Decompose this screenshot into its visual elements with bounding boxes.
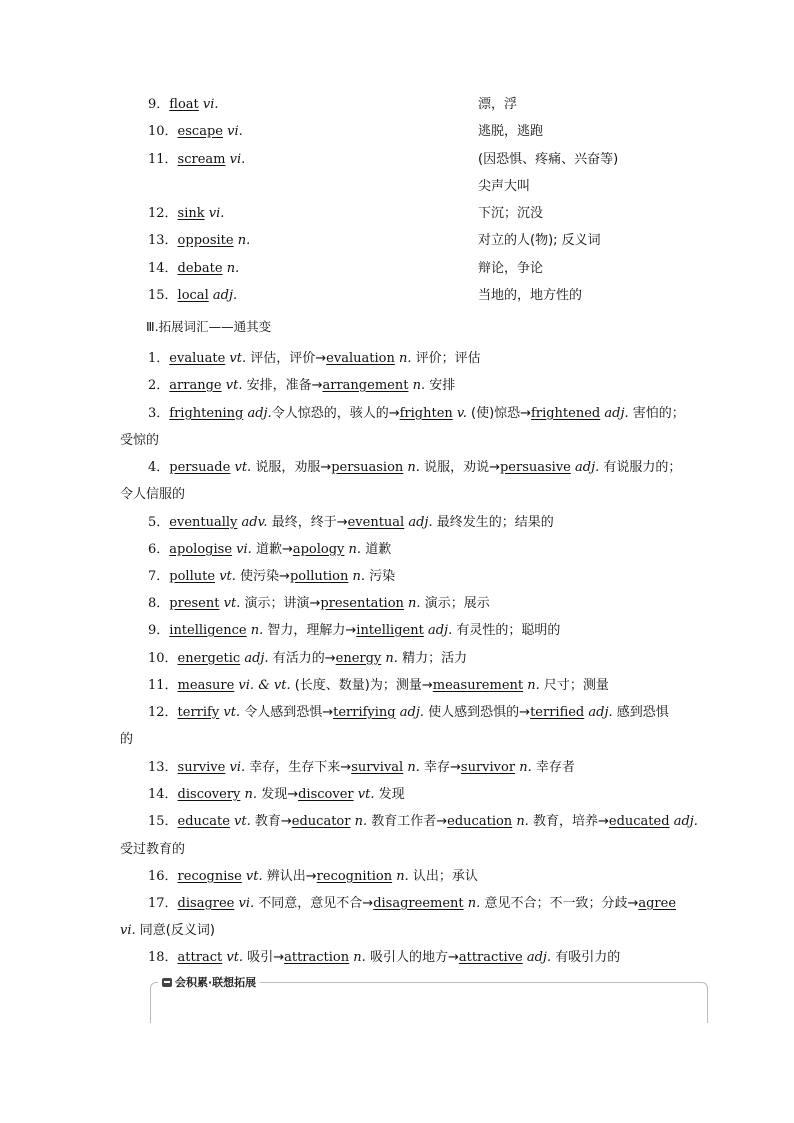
meaning-text: 同意(反义词) [139,923,215,938]
vocab-word: persuade [169,460,231,475]
part-of-speech: vt. [219,569,236,584]
vocab-meaning: 逃脱，逃跑 [478,124,544,139]
expand-item [148,569,395,585]
vocab-item [148,288,237,304]
item-number: 5． [148,515,170,530]
vocab-meaning: 下沉；沉没 [478,206,544,221]
meaning-text: 发现 [378,787,405,802]
meaning-text: 吸引人的地方→ [369,950,459,965]
meaning-text: 感到恐惧 [616,705,669,720]
expand-item [148,351,481,367]
expand-item [148,814,698,830]
vocab-word: apology [292,542,345,557]
vocab-word: pollution [289,569,349,584]
vocab-word: opposite [177,233,234,248]
item-number: 11． [148,678,178,693]
vocab-word: apologise [169,542,233,557]
part-of-speech: n. [396,869,409,884]
part-of-speech: n. [527,678,540,693]
meaning-text: 有说服力的； [603,460,682,475]
meaning-text: 有吸引力的 [555,950,621,965]
part-of-speech: n. [407,760,420,775]
part-of-speech: adj. [673,814,698,829]
item-number: 4． [148,460,170,475]
item-number: 9． [148,623,170,638]
item-number: 18． [148,950,178,965]
vocab-word: recognise [177,869,242,884]
note-icon [162,978,172,987]
part-of-speech: n. [352,569,366,584]
item-number: 13． [148,233,178,248]
part-of-speech: vt. [245,869,263,884]
expand-item [148,787,405,803]
vocab-word: educator [291,814,351,829]
meaning-text: 教育→ [254,814,292,829]
meaning-text: 精力；活力 [402,651,468,666]
vocab-word: measure [177,678,235,693]
meaning-text: 令人惊恐的，骇人的→ [271,406,400,421]
item-number: 9． [148,97,170,112]
vocab-word: education [447,814,513,829]
meaning-text: 幸存者 [535,760,575,775]
vocab-word: presentation [320,596,404,611]
vocab-word: arrangement [322,378,409,393]
vocab-word: persuasion [331,460,404,475]
item-number: 6． [148,542,170,557]
meaning-text: 智力，理解力→ [267,623,357,638]
vocab-item [148,152,245,168]
vocab-word: present [169,596,220,611]
item-number: 1． [148,351,170,366]
part-of-speech: vi. [208,206,225,221]
vocab-word: survivor [460,760,516,775]
section-heading: Ⅲ.拓展词汇——通其变 [146,319,272,334]
part-of-speech: adj. [526,950,552,965]
vocab-word: recognition [316,869,393,884]
vocab-word: terrify [177,705,220,720]
meaning-text: 认出；承认 [412,869,478,884]
part-of-speech: adj. [427,623,453,638]
meaning-text: 污染 [369,569,396,584]
part-of-speech: n. [467,896,481,911]
meaning-text: 最终，终于→ [271,515,348,530]
expand-item-cont: 令人信服的 [120,487,186,502]
item-number: 8． [148,596,170,611]
expand-item [148,651,467,667]
expand-item-cont: 的 [120,732,134,747]
part-of-speech: adj. [588,705,613,720]
vocab-word: survive [177,760,226,775]
expand-item [148,950,620,966]
meaning-text: 吸引→ [247,950,285,965]
part-of-speech: vt. [234,814,251,829]
part-of-speech: vi. [229,152,246,167]
item-number: 11． [148,152,178,167]
meaning-text: 教育，培养→ [532,814,609,829]
item-number: 2． [148,378,170,393]
part-of-speech: adj. [244,651,269,666]
vocab-word: agree [638,896,677,911]
meaning-text: 使污染→ [240,569,290,584]
part-of-speech: vi. [229,760,246,775]
part-of-speech: adj. [604,406,629,421]
meaning-text: 发现→ [261,787,299,802]
meaning-text: 评估，评价→ [250,351,327,366]
meaning-text: (使)惊恐→ [471,406,532,421]
vocab-word: eventually [169,515,238,530]
part-of-speech: n. [250,623,264,638]
part-of-speech: n. [354,814,368,829]
part-of-speech: vi. [202,97,219,112]
part-of-speech: n. [412,378,426,393]
meaning-text: 安排，准备→ [246,378,323,393]
meaning-text: 最终发生的；结果的 [436,515,554,530]
item-number: 17． [148,896,178,911]
expand-item [148,896,676,912]
vocab-item [148,97,219,113]
box-label-text: 会积累·联想拓展 [175,976,257,989]
meaning-text: 有灵性的；聪明的 [456,623,561,638]
expand-item [148,760,575,776]
part-of-speech: adj. [399,705,425,720]
part-of-speech: n. [408,596,421,611]
item-number: 12． [148,705,178,720]
vocab-meaning: 辩论，争论 [478,261,544,276]
meaning-text: 使人感到恐惧的→ [428,705,531,720]
item-number: 10． [148,651,178,666]
part-of-speech: vt. [234,460,252,475]
meaning-text: 道歉 [365,542,392,557]
vocab-word: energetic [177,651,241,666]
vocab-word: frightened [531,406,601,421]
vocab-word: educate [177,814,230,829]
meaning-text: 害怕的； [632,406,685,421]
part-of-speech: n. [348,542,362,557]
meaning-text: 幸存→ [424,760,461,775]
item-number: 14． [148,787,178,802]
item-number: 15． [148,288,178,303]
part-of-speech: n. [407,460,420,475]
item-number: 16． [148,869,178,884]
part-of-speech: n. [244,787,258,802]
expand-item [148,406,685,422]
vocab-word: debate [177,261,223,276]
part-of-speech: vt. [225,378,243,393]
expand-item [148,623,560,639]
vocab-meaning-cont: 尖声大叫 [478,179,531,194]
meaning-text: 道歉→ [255,542,293,557]
meaning-text: 演示；展示 [424,596,490,611]
part-of-speech: n. [226,261,240,276]
vocab-word: local [177,288,209,303]
meaning-text: 有活力的→ [272,651,336,666]
vocab-item [148,124,243,140]
meaning-text: 不同意，意见不合→ [258,896,374,911]
vocab-meaning: 当地的，地方性的 [478,288,583,303]
vocab-word: scream [177,152,226,167]
expand-item-cont: 受过教育的 [120,842,186,857]
vocab-word: educated [608,814,670,829]
part-of-speech: adj. [408,515,433,530]
part-of-speech: n. [516,814,529,829]
vocab-word: measurement [432,678,524,693]
vocab-word: attract [177,950,223,965]
expand-item [148,460,681,476]
meaning-text: 演示；讲演→ [244,596,321,611]
part-of-speech: vi. [238,896,255,911]
part-of-speech: n. [237,233,251,248]
part-of-speech: vt. [357,787,375,802]
part-of-speech: vi. [236,542,252,557]
item-number: 14． [148,261,178,276]
item-number: 13． [148,760,178,775]
part-of-speech: vi. [227,124,243,139]
item-number: 7． [148,569,170,584]
expand-item-cont: 受惊的 [120,433,160,448]
meaning-text: 辨认出→ [266,869,317,884]
part-of-speech: adj. [247,406,272,421]
vocab-word: sink [177,206,205,221]
part-of-speech: n. [519,760,532,775]
part-of-speech: vt. [226,950,244,965]
vocab-word: intelligence [169,623,247,638]
vocab-word: survival [351,760,404,775]
part-of-speech: vt. [229,351,247,366]
part-of-speech: vt. [223,705,241,720]
part-of-speech: n. [398,351,412,366]
vocab-item [148,261,239,277]
vocab-word: frightening [169,406,244,421]
vocab-word: terrifying [333,705,396,720]
part-of-speech: adj. [212,288,238,303]
meaning-text: 说服，劝服→ [255,460,332,475]
part-of-speech: vi. & vt. [238,678,291,693]
part-of-speech: n. [385,651,398,666]
meaning-text: (长度、数量)为；测量→ [294,678,433,693]
expand-item [148,596,490,612]
part-of-speech: v. [456,406,467,421]
part-of-speech: n. [353,950,366,965]
expand-item [148,378,455,394]
meaning-text: 评价；评估 [415,351,481,366]
item-number: 10． [148,124,178,139]
vocab-word: disagree [177,896,235,911]
vocab-word: discover [298,787,354,802]
meaning-text: 幸存，生存下来→ [249,760,352,775]
vocab-meaning: 漂，浮 [478,97,518,112]
part-of-speech: adj. [575,460,600,475]
vocab-word: attraction [284,950,350,965]
vocab-word: escape [177,124,223,139]
item-number: 15． [148,814,178,829]
vocab-item [148,206,224,222]
item-number: 3． [148,406,170,421]
vocab-word: intelligent [356,623,424,638]
box-label [158,974,260,990]
vocab-word: frighten [399,406,453,421]
meaning-text: 意见不合；不一致；分歧→ [484,896,639,911]
vocab-word: disagreement [373,896,464,911]
vocab-word: evaluation [326,351,395,366]
meaning-text: 安排 [429,378,456,393]
expand-item [148,705,669,721]
vocab-word: float [169,97,199,112]
expand-item [148,542,391,558]
vocab-word: arrange [169,378,222,393]
vocab-word: persuasive [499,460,571,475]
vocab-meaning: (因恐惧、疼痛、兴奋等) [478,152,619,167]
vocab-word: eventual [347,515,405,530]
vocab-meaning: 对立的人(物); 反义词 [478,233,601,248]
part-of-speech: adv. [241,515,268,530]
vocab-word: energy [335,651,382,666]
expand-item [148,515,554,531]
vocab-word: evaluate [169,351,226,366]
meaning-text: 令人感到恐惧→ [244,705,334,720]
meaning-text: 尺寸；测量 [543,678,609,693]
meaning-text: 说服，劝说→ [424,460,500,475]
meaning-text: 教育工作者→ [371,814,448,829]
vocab-word: discovery [177,787,241,802]
expand-item-cont [120,923,215,939]
expand-item [148,869,478,885]
item-number: 12． [148,206,178,221]
part-of-speech: vt. [223,596,241,611]
vocab-word: terrified [530,705,585,720]
vocab-word: pollute [169,569,216,584]
vocab-word: attractive [458,950,523,965]
expand-item [148,678,609,694]
vocab-item [148,233,250,249]
part-of-speech: vi. [120,923,136,938]
